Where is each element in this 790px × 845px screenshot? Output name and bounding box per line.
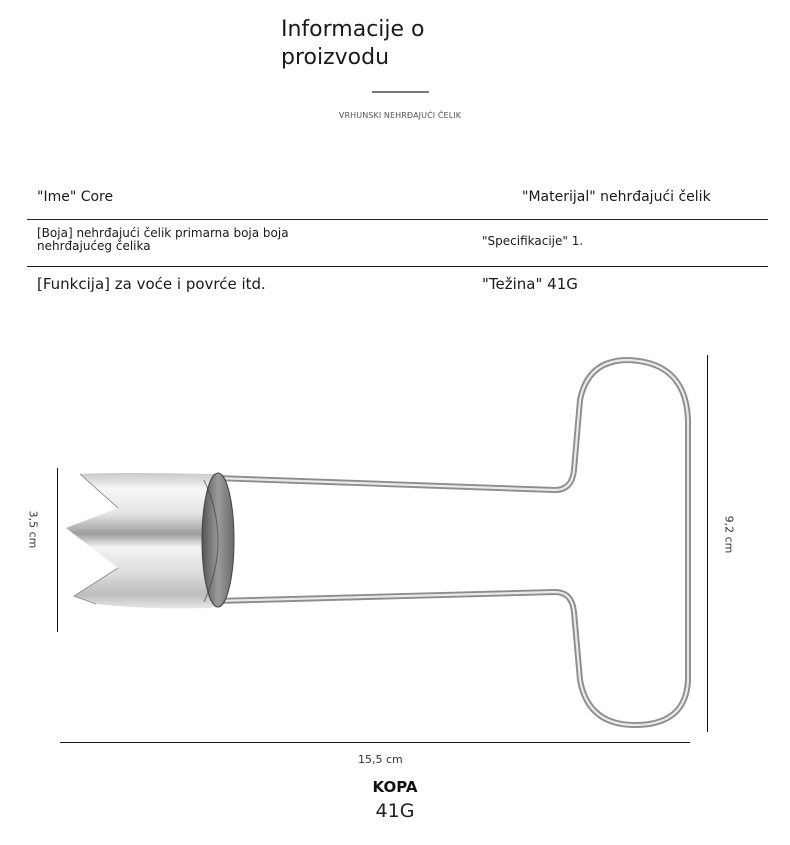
fruit-corer-icon [0,340,790,760]
title-line-1: Informacije o [281,17,425,42]
spec-name: "Ime" Core [37,189,114,205]
title-divider [372,91,429,93]
title-line-2: proizvodu [281,45,390,70]
spec-table [27,177,768,307]
cutter-blade [66,473,234,609]
handle-wire [215,360,688,725]
spec-row [27,220,768,267]
dimension-label-cutter: 3,5 cm [26,510,40,549]
dimension-label-length: 15,5 cm [358,753,403,766]
subtitle: VRHUNSKI NEHRĐAJUĆI ČELIK [338,111,462,120]
dimension-line-height [707,355,708,732]
dimension-label-height: 9,2 cm [722,515,736,554]
spec-function: [Funkcija] za voće i povrće itd. [37,275,266,293]
dimension-line-length [60,742,690,743]
spec-color: [Boja] nehrđajući čelik primarna boja boja nehrđajućeg čelika [37,226,289,253]
dimension-line-cutter [57,468,58,632]
spec-specification: "Specifikacije" 1. [482,234,584,248]
spec-row [27,267,768,307]
spec-weight: "Težina" 41G [482,275,578,293]
product-weight: 41G [375,800,415,822]
spec-row [27,177,768,220]
product-name: KOPA [372,778,418,796]
page-title [281,16,425,72]
spec-material: "Materijal" nehrđajući čelik [522,189,711,205]
